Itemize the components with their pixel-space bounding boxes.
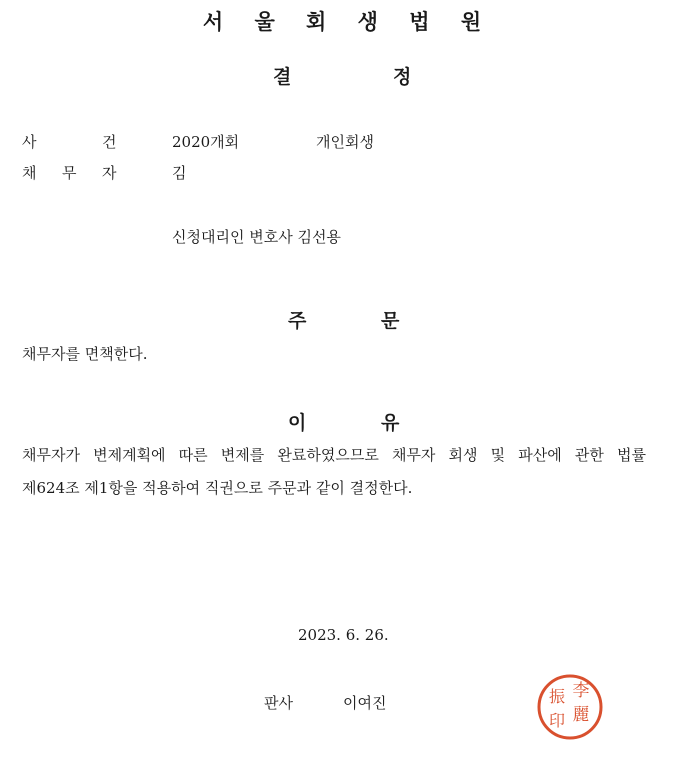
svg-text:李: 李 (572, 681, 590, 701)
debtor-label-char: 자 (102, 164, 117, 182)
order-heading-right: 문 (381, 310, 400, 332)
debtor-label-char: 채 (22, 164, 37, 182)
applicant-agent: 신청대리인 변호사 김선용 (172, 228, 341, 246)
court-name: 서 울 회 생 법 원 (202, 10, 494, 34)
reason-heading-left: 이 (288, 412, 307, 434)
order-text: 채무자를 면책한다. (22, 345, 148, 363)
doc-type-left: 결 (273, 66, 292, 88)
order-heading-left: 주 (288, 310, 307, 332)
debtor-name: 김 (172, 164, 187, 182)
debtor-label-char: 무 (62, 164, 77, 182)
reason-line-1: 채무자가 변제계획에 따른 변제를 완료하였으므로 채무자 회생 및 파산에 관한 법률 (22, 446, 646, 464)
case-label-char: 사 (22, 133, 37, 151)
judge-name: 이여진 (343, 694, 387, 712)
case-number: 2020개회 (172, 133, 240, 151)
svg-text:振: 振 (548, 687, 566, 706)
reason-heading-right: 유 (381, 412, 400, 434)
judge-seal (535, 672, 605, 742)
svg-text:麗: 麗 (572, 705, 590, 725)
doc-type-right: 정 (393, 66, 412, 88)
case-type: 개인회생 (316, 133, 374, 151)
decision-date: 2023. 6. 26. (298, 626, 389, 644)
reason-line-2: 제624조 제1항을 적용하여 직권으로 주문과 같이 결정한다. (22, 479, 413, 497)
case-label-char: 건 (102, 133, 117, 151)
judge-title: 판사 (264, 694, 293, 712)
svg-text:印: 印 (548, 711, 566, 730)
